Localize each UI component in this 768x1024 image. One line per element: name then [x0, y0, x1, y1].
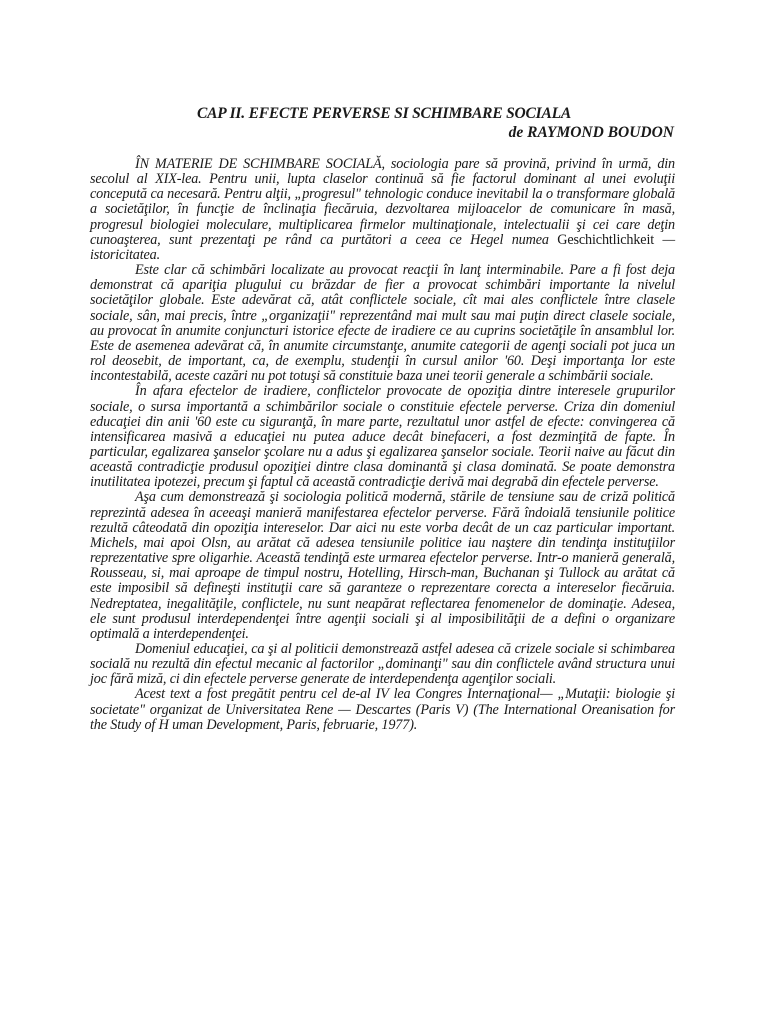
- document-title: CAP II. EFECTE PERVERSE SI SCHIMBARE SOCIALA: [196, 105, 572, 122]
- paragraph-2: Este clar că schimbări localizate au provocat reacţii în lanţ interminabile. Pare a fi fost deja demonstrat că apariţia plugului cu brăzdar de fier a provocat schimbări importante la nivelul societăţilor globale. Este adevărat că, atât conflictele sociale, cît mai ales conflictele între clasele sociale, sân, mai precis, între „organizaţii" reprezentând mai mult sau mai puţin direct clasele sociale, au provocat în anumite conjuncturi istorice efecte de iradiere ce au cuprins societăţile în ansamblul lor. Este de asemenea adevărat că, în anumite circumstanţe, anumite categorii de agenţi sociali pot juca un rol deosebit, de important, ca, de exemplu, studenţii în cursul anilor '60. Deşi importanţa lor este incontestabilă, aceste cazări nu pot totuşi să constituie baza unei teorii generale a schimbării sociale.: [90, 262, 675, 385]
- paragraph-6: Acest text a fost pregătit pentru cel de-al IV lea Congres Internaţional— „Mutaţii: biologie şi societate" organizat de Universitatea Rene — Descartes (Paris V) (The International Oreanisation for the Study of H uman Development, Paris, februarie, 1977).: [90, 686, 675, 733]
- paragraph-3: În afara efectelor de iradiere, conflictelor provocate de opoziţia dintre interesele grupurilor sociale, o sursa importantă a schimbărilor sociale o constituie efectele perverse. Criza din domeniul educaţiei din anii '60 este cu siguranţă, în mare parte, rezultatul unor astfel de efecte: convingerea că intensificarea masivă a educaţiei nu putea aduce decât binefaceri, a fost dezminţită de fapte. În particular, egalizarea şanselor şcolare nu a adus şi egalizarea şanselor sociale. Teorii naive au făcut din această contradicţie produsul opoziţiei dintre clasa dominantă şi clasa dominată. Se poate demonstra inutilitatea ipotezei, precum şi faptul că această contradicţie derivă mai degrabă din efectele perverse.: [90, 383, 675, 491]
- paragraph-1-ending: — istoricitatea.: [90, 231, 675, 263]
- author-line: de RAYMOND BOUDON: [508, 124, 674, 141]
- paragraph-5: Domeniul educaţiei, ca şi al politicii demonstrează astfel adesea că crizele sociale si schimbarea socială nu rezultă din efectul mecanic al factorilor „dominanţi" sau din conflictele având structura unui joc fără miză, ci din efectele perverse generate de interdependenţa agenţilor sociali.: [90, 641, 675, 688]
- paragraph-4: Aşa cum demonstrează şi sociologia politică modernă, stările de tensiune sau de criză politică reprezintă adesea în aceeaşi manieră manifestarea efectelor perverse. Fără îndoială tensiunile politice rezultă câteodată din opoziţia intereselor. Dar aici nu este vorba decât de un caz particular important. Michels, mai apoi Olsn, au arătat că adesea tensiunile politice iau naştere din tendinţa instituţiilor reprezentative spre oligarhie. Această tendinţă este urmarea efectelor perverse. Intr-o manieră generală, Rousseau, si, mai aproape de timpul nostru, Hotelling, Hirsch-man, Buchanan şi Tullock au arătat că este imposibil să defineşti instituţii care să garanteze o reprezentare corecta a intereselor fiecăruia. Nedreptatea, inegalităţile, conflictele, nu sunt neapărat reflectarea fenomenelor de dominaţie. Adesea, ele sunt produsul interdependenţei între agenţii sociali şi al imposibilităţii de a defini o organizare optimală a interdependenţei.: [90, 489, 675, 642]
- paragraph-1-text: ÎN MATERIE DE SCHIMBARE SOCIALĂ, sociologia pare să provină, privind în urmă, din secolul al XIX-lea. Pentru unii, lupta claselor continuă să fie factorul dominant al unei evoluţii concepută ca necesară. Pentru alţii, „progresul" tehnologic conduce inevitabil la o transformare globală a societăţilor, în funcţie de înclinaţia fiecăruia, dezvoltarea mijloacelor de comunicare în masă, progresul biologiei moleculare, multiplicarea firmelor multinaţionale, intelectualii şi cei care deţin cunoaşterea, sunt prezentaţi pe rând ca purtători a ceea ce Hegel numea: [90, 156, 675, 248]
- document-body: [90, 157, 675, 733]
- paragraph-1: [90, 157, 675, 263]
- term-geschichtlichkeit: Geschichtlichkeit: [557, 231, 655, 248]
